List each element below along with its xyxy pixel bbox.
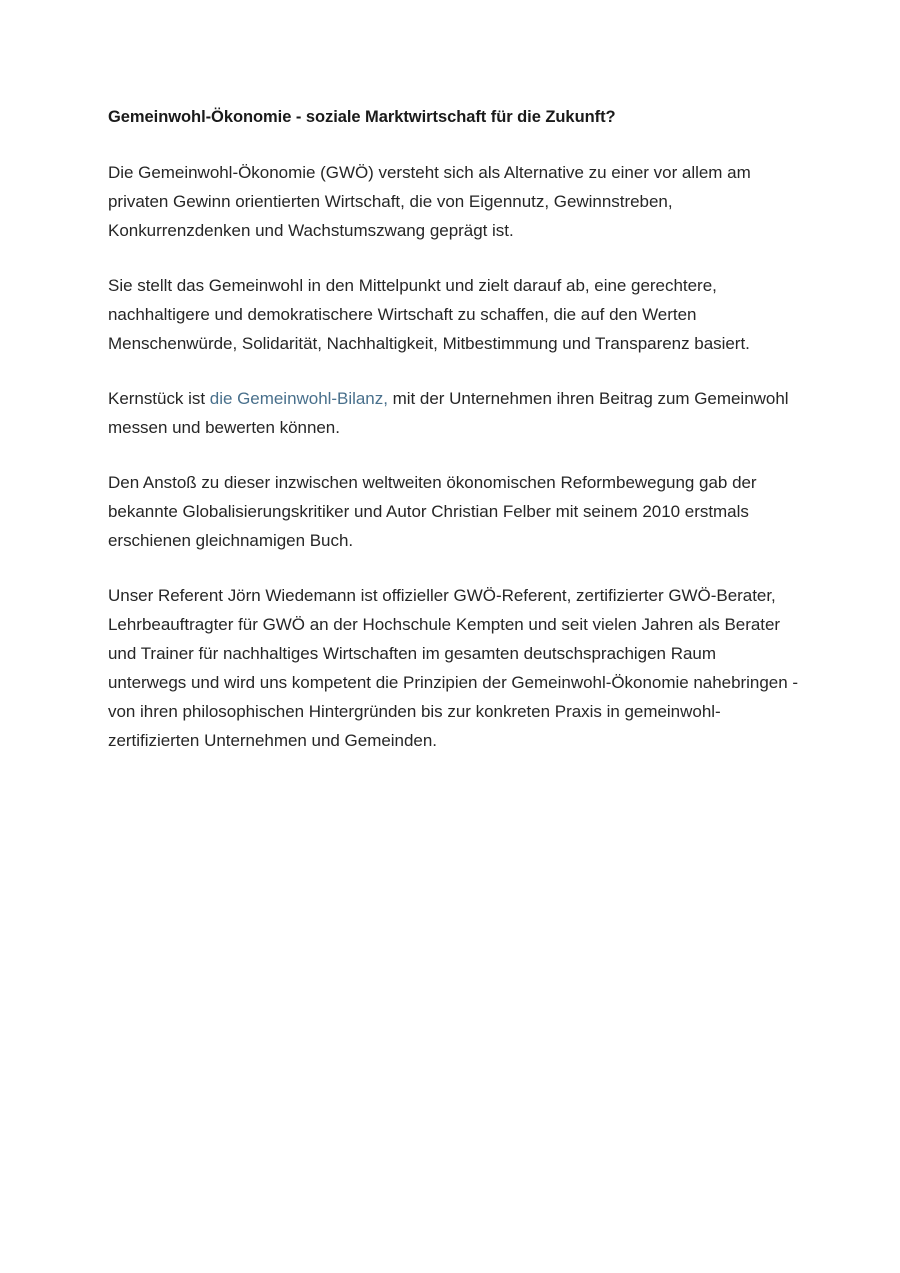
paragraph-bilanz: [108, 384, 798, 442]
page-title: Gemeinwohl-Ökonomie - soziale Marktwirtschaft für die Zukunft?: [108, 108, 616, 126]
paragraph-speaker: Unser Referent Jörn Wiedemann ist offizieller GWÖ-Referent, zertifizierter GWÖ-Berater, Lehrbeauftragter für GWÖ an der Hochschule Kempten und seit vielen Jahren als Berater und Trainer für nachhaltiges Wirtschaften im gesamten deutschsprachigen Raum unterwegs und wird uns kompetent die Prinzipien der Gemeinwohl-Ökonomie nahebringen - von ihren philosophischen Hintergründen bis zur konkreten Praxis in gemeinwohl-zertifizierten Unternehmen und Gemeinden.: [108, 585, 799, 750]
gemeinwohl-bilanz-link[interactable]: die Gemeinwohl-Bilanz,: [209, 388, 388, 408]
paragraph-bilanz-lead: Kernstück ist: [108, 388, 210, 408]
paragraph-values: Sie stellt das Gemeinwohl in den Mittelpunkt und zielt darauf ab, eine gerechtere, nachhaltigere und demokratischere Wirtschaft zu schaffen, die auf den Werten Menschenwürde, Solidarität, Nachhaltigkeit, Mitbestimmung und Transparenz basiert.: [108, 275, 750, 353]
paragraph-bilanz-tail: mit der Unternehmen ihren Beitrag zum Gemeinwohl messen und bewerten können.: [108, 388, 789, 437]
paragraph-origin: Den Anstoß zu dieser inzwischen weltweiten ökonomischen Reformbewegung gab der bekannte Globalisierungskritiker und Autor Christian Felber mit seinem 2010 erstmals erschienen gleichnamigen Buch.: [108, 472, 757, 550]
document-content: [108, 106, 798, 755]
paragraph-intro: Die Gemeinwohl-Ökonomie (GWÖ) versteht sich als Alternative zu einer vor allem am privaten Gewinn orientierten Wirtschaft, die von Eigennutz, Gewinnstreben, Konkurrenzdenken und Wachstumszwang geprägt ist.: [108, 162, 751, 240]
